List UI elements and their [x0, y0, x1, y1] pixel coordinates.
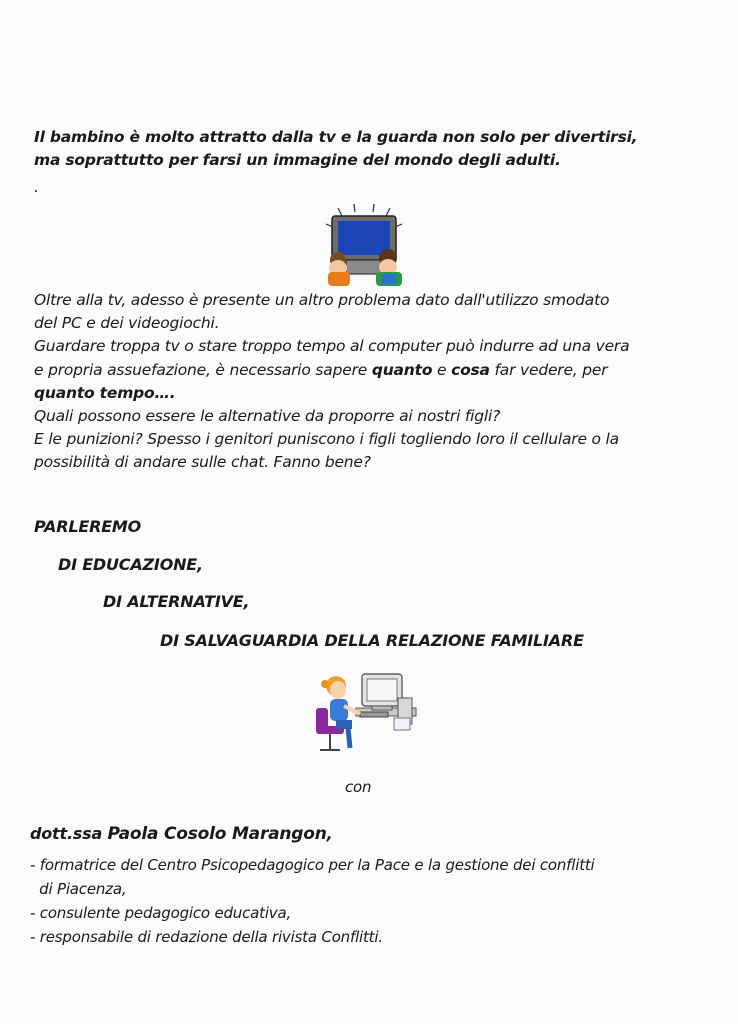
- body-line-8: possibilità di andare sulle chat. Fanno bene?: [34, 453, 371, 472]
- body-line-7: E le punizioni? Spesso i genitori puniscono i figli togliendo loro il cellulare o la: [34, 430, 619, 449]
- body-line-2: del PC e dei videogiochi.: [34, 314, 220, 333]
- body-line-4-a: e propria assuefazione, è necessario sapere: [34, 360, 372, 379]
- credential-3: - responsabile di redazione della rivista Conflitti.: [30, 928, 383, 946]
- speaker-name: Paola Cosolo Marangon: [107, 824, 327, 844]
- body-line-4: [34, 359, 629, 382]
- body-line-3: Guardare troppa tv o stare troppo tempo al computer può indurre ad una vera: [34, 337, 630, 356]
- speaker-credentials: [30, 853, 595, 949]
- credential-2: - consulente pedagogico educativa,: [30, 904, 292, 922]
- speaker-title: dott.ssa: [30, 824, 108, 843]
- speaker-name-line: [30, 824, 333, 844]
- body-line-1: Oltre alla tv, adesso è presente un altro problema dato dall'utilizzo smodato: [34, 291, 610, 309]
- con-label: con: [345, 778, 372, 796]
- heading-educazione: DI EDUCAZIONE,: [58, 555, 203, 574]
- body-line-4-e: far vedere, per: [489, 360, 608, 379]
- credential-1: - formatrice del Centro Psicopedagogico per la Pace e la gestione dei conflitti: [30, 856, 595, 874]
- emphasis-quanto: quanto: [371, 360, 433, 379]
- intro-line-1: Il bambino è molto attratto dalla tv e la guarda non solo per divertirsi,: [34, 128, 638, 146]
- body-line-6: Quali possono essere le alternative da proporre ai nostri figli?: [34, 406, 501, 425]
- speaker-comma: ,: [326, 824, 333, 843]
- body-line-5: quanto tempo….: [34, 383, 176, 402]
- intro-line-2: ma soprattutto per farsi un immagine del mondo degli adulti.: [34, 151, 561, 169]
- intro-paragraph: [34, 126, 637, 172]
- emphasis-cosa: cosa: [451, 360, 490, 379]
- heading-parleremo: PARLEREMO: [34, 517, 142, 536]
- stray-dot: .: [34, 178, 39, 196]
- kids-watching-tv-illustration: [318, 202, 410, 286]
- body-paragraph: [34, 289, 629, 475]
- heading-salvaguardia: DI SALVAGUARDIA DELLA RELAZIONE FAMILIARE: [160, 631, 584, 650]
- heading-alternative: DI ALTERNATIVE,: [103, 592, 250, 611]
- body-line-4-c: e: [432, 360, 452, 379]
- credential-1-cont: di Piacenza,: [30, 880, 127, 898]
- girl-at-computer-illustration: [308, 668, 418, 754]
